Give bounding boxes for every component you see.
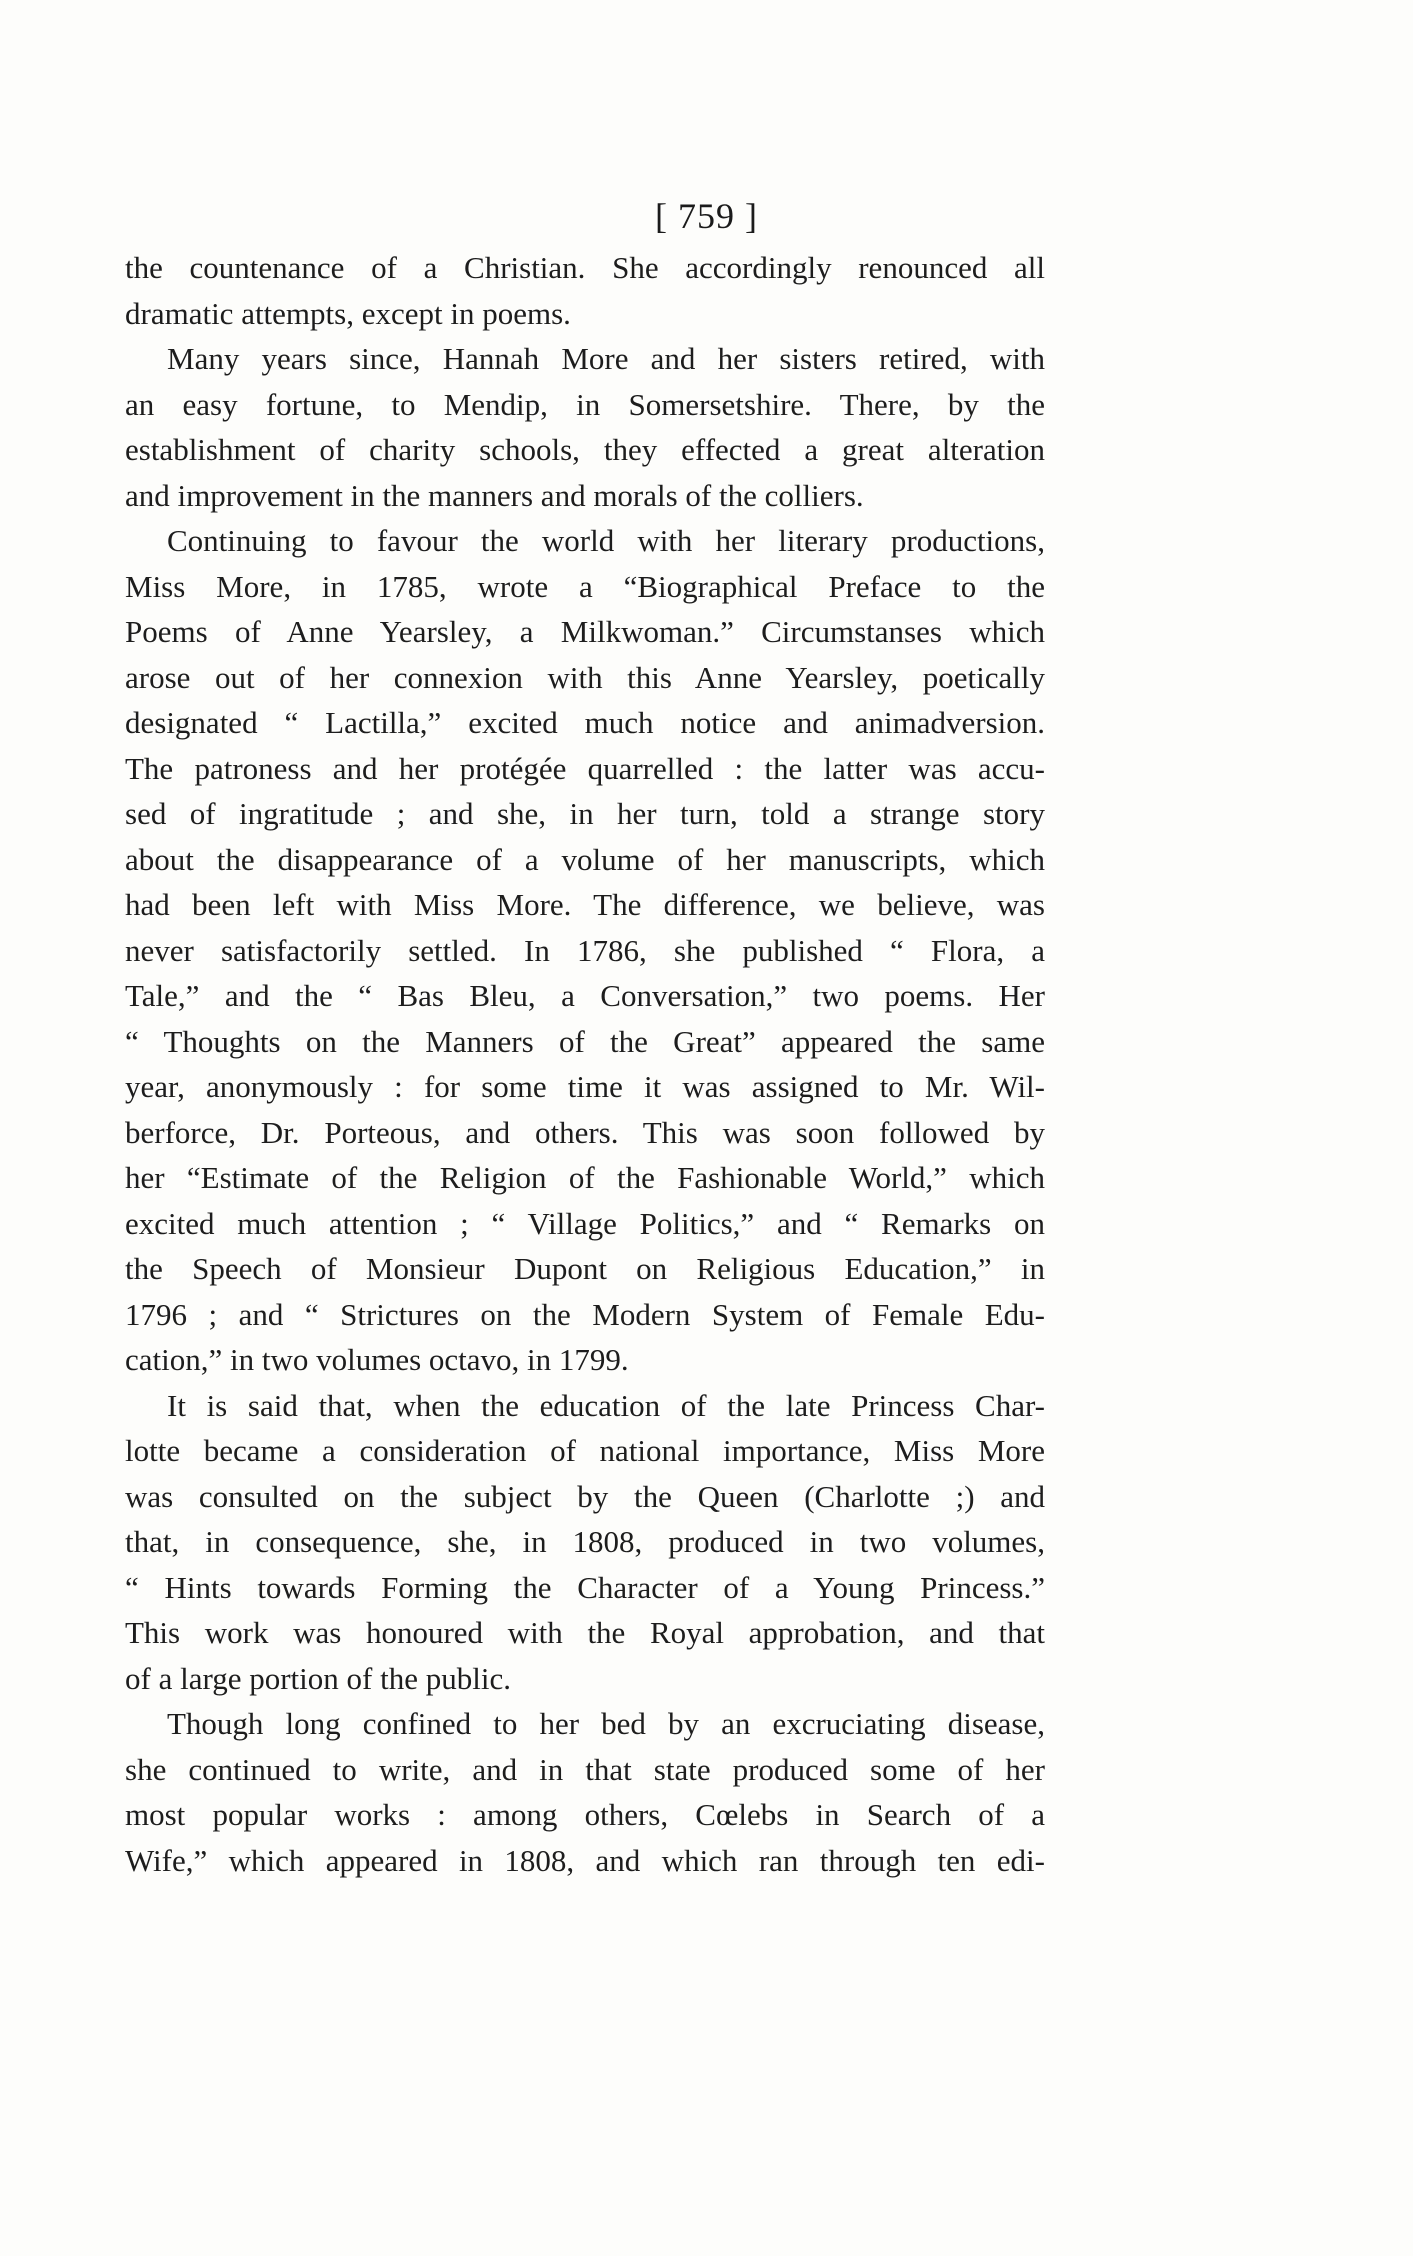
text-line: “ Thoughts on the Manners of the Great” appeared the same [125,1023,1045,1059]
text-line: Many years since, Hannah More and her sisters retired, with [167,341,1045,376]
text-line: establishment of charity schools, they effected a great alteration [125,432,1045,467]
text-line: had been left with Miss More. The difference, we believe, was [125,887,1045,922]
text-line: and improvement in the manners and morals of the colliers. [125,477,864,513]
text-line: Tale,” and the “ Bas Bleu, a Conversation,” two poems. Her [125,978,1045,1013]
text-line: berforce, Dr. Porteous, and others. This was soon followed by [125,1114,1045,1150]
text-line: Miss More, in 1785, wrote a “Biographical Preface to the [125,568,1045,604]
text-line: arose out of her connexion with this Anne Yearsley, poetically [125,659,1045,695]
text-line: most popular works : among others, Cœlebs in Search of a [125,1797,1045,1832]
text-line: never satisfactorily settled. In 1786, she published “ Flora, a [125,932,1045,968]
text-line: lotte became a consideration of national importance, Miss More [125,1433,1045,1468]
text-line: Continuing to favour the world with her literary productions, [167,523,1045,558]
text-line: cation,” in two volumes octavo, in 1799. [125,1342,629,1377]
text-line: she continued to write, and in that state produced some of her [125,1751,1045,1787]
text-line: of a large portion of the public. [125,1660,511,1696]
text-line: an easy fortune, to Mendip, in Somersetshire. There, by the [125,386,1045,422]
text-line: was consulted on the subject by the Queen (Charlotte ;) and [125,1478,1045,1514]
text-line: Wife,” which appeared in 1808, and which ran through ten edi- [125,1842,1045,1878]
text-line: sed of ingratitude ; and she, in her turn, told a strange story [125,796,1045,831]
text-line: The patroness and her protégée quarrelled : the latter was accu- [125,750,1045,786]
text-line: year, anonymously : for some time it was assigned to Mr. Wil- [125,1069,1045,1104]
text-line: Poems of Anne Yearsley, a Milkwoman.” Circumstanses which [125,614,1045,649]
text-line: the countenance of a Christian. She accordingly renounced all [125,250,1045,285]
text-line: Though long confined to her bed by an excruciating disease, [167,1706,1045,1741]
page-number: [ 759 ] [655,196,758,236]
text-line: This work was honoured with the Royal approbation, and that [125,1615,1045,1650]
text-line: designated “ Lactilla,” excited much notice and animadversion. [125,705,1045,740]
text-line: 1796 ; and “ Strictures on the Modern System of Female Edu- [125,1296,1045,1332]
text-line: “ Hints towards Forming the Character of a Young Princess.” [125,1569,1045,1605]
text-line: about the disappearance of a volume of her manuscripts, which [125,841,1045,877]
body-text [125,245,1045,1883]
text-line: the Speech of Monsieur Dupont on Religious Education,” in [125,1251,1045,1286]
text-line: dramatic attempts, except in poems. [125,295,571,331]
text-line: excited much attention ; “ Village Politics,” and “ Remarks on [125,1205,1045,1241]
text-line: It is said that, when the education of the late Princess Char- [167,1387,1045,1423]
text-line: that, in consequence, she, in 1808, produced in two volumes, [125,1524,1045,1559]
text-line: her “Estimate of the Religion of the Fashionable World,” which [125,1160,1045,1195]
